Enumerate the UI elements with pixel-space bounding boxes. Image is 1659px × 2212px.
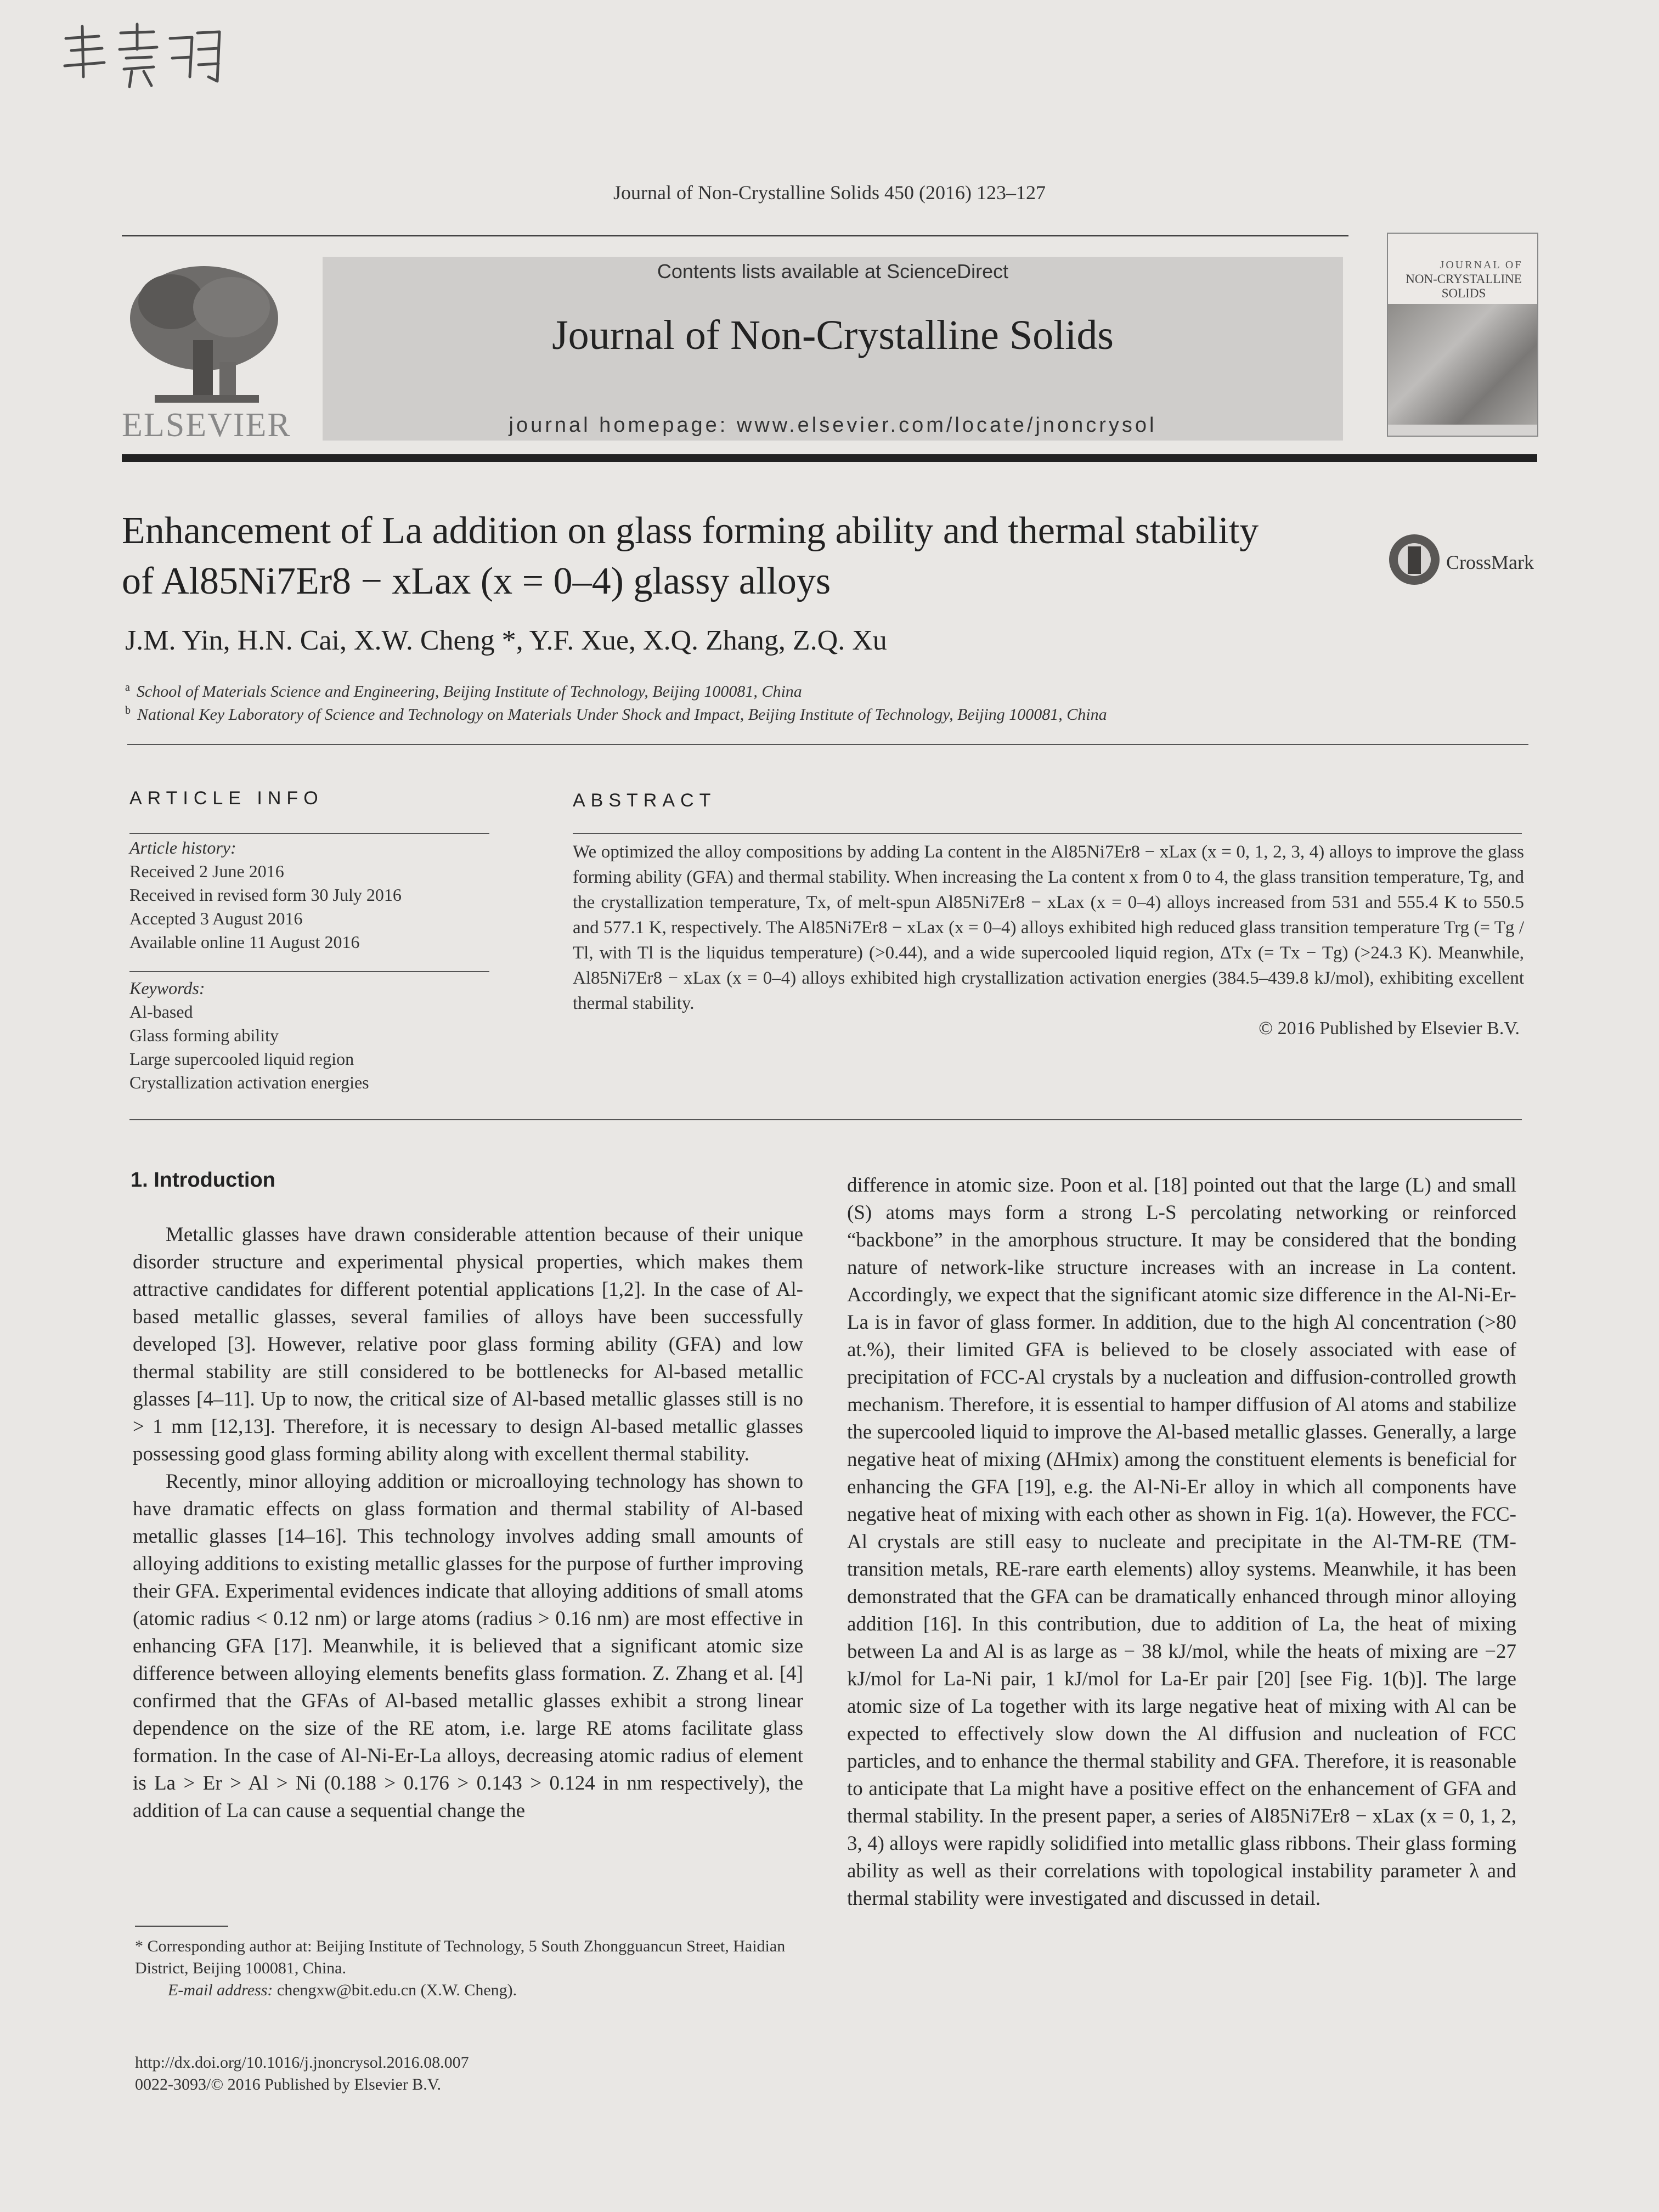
journal-cover [1387,233,1538,437]
cover-image [1388,304,1537,425]
email-label: E-mail address: [168,1981,273,1999]
intro-left-column [133,1221,803,1825]
header-rule [122,235,1348,236]
doi-block [135,2052,805,2096]
banner-bottom-rule [122,454,1537,462]
article-info-heading: ARTICLE INFO [129,788,324,809]
history-received: Received 2 June 2016 [129,861,284,881]
introduction-heading: 1. Introduction [131,1169,275,1192]
keyword-item: Al-based [129,1002,193,1022]
abstract-rule [573,833,1522,834]
affiliation-a [125,681,1442,701]
footnote-rule [135,1926,228,1927]
corresponding-author: * Corresponding author at: Beijing Institute of Technology, 5 South Zhongguancun Street, Haidian District, Beijing 100081, China. [135,1937,786,1977]
history-label: Article history: [129,838,236,857]
history-accepted: Accepted 3 August 2016 [129,909,303,928]
title-line-2: of Al85Ni7Er8 − xLax (x = 0–4) glassy alloys [122,560,831,602]
affiliation-b [125,704,1442,724]
keywords-label: Keywords: [129,978,205,998]
keyword-item: Large supercooled liquid region [129,1049,354,1069]
intro-right-column [847,1172,1516,1912]
intro-paragraph-2: Recently, minor alloying addition or microalloying technology has shown to have dramatic effects on glass formation and thermal stability of Al-based metallic glasses [14–16]. This technology involves adding small amounts of alloying additions to existing metallic glasses for the purpose of further improving their GFA. Experimental evidences indicate that alloying additions of small atoms (atomic radius < 0.12 nm) or large atoms (radius > 0.16 nm) are most effective in enhancing GFA [17]. Meanwhile, it is believed that a significant atomic size difference between alloying elements benefits glass formation. Z. Zhang et al. [4] confirmed that the GFAs of Al-based metallic glasses exhibit a strong linear dependence on the size of the RE atom, i.e. large RE atoms facilitate glass formation. In the case of Al-Ni-Er-La alloys, decreasing atomic radius of element is La > Er > Al > Ni (0.188 > 0.176 > 0.143 > 0.124 in nm respectively), the addition of La can cause a sequential change the [133,1470,803,1822]
corresponding-author-note [135,1936,805,2001]
intro-paragraph-3: difference in atomic size. Poon et al. [18] pointed out that the large (L) and small (S) atoms mays form a strong L-S percolating networking or reinforced “backbone” in the amorphous structure. It may be considered that the bonding nature of network-like structure increases with an increase in La content. Accordingly, we expect that the significant atomic size difference in the Al-Ni-Er-La is in favor of glass former. In addition, due to the high Al concentration (>80 at.%), their limited GFA is believed to be closely associated with ease of precipitation of FCC-Al crystals by a nucleation and diffusion-controlled growth mechanism. Therefore, it is essential to hamper diffusion of Al atoms and stabilize the supercooled liquid to improve the Al-based metallic glasses. Generally, a large negative heat of mixing (ΔHmix) among the constituent elements is beneficial for enhancing the GFA [19], e.g. the Al-Ni-Er alloy in which all components have negative heat of mixing with each other as shown in Fig. 1(a). However, the FCC-Al crystals are still easy to nucleate and precipitate in the Al-TM-RE (TM-transition metals, RE-rare earth elements) alloy systems. Meanwhile, it has been demonstrated that the GFA can be dramatically enhanced through minor alloying addition [16]. In this contribution, due to addition of La, the heat of mixing between La and Al is as large as − 38 kJ/mol, while the heats of mixing are −27 kJ/mol for La-Ni pair, 1 kJ/mol for La-Er pair [20] [see Fig. 1(b)]. The large atomic size of La together with its large negative heat of mixing with Al can be expected to effectively slow down the Al diffusion and nucleation of FCC particles, and to enhance the thermal stability and GFA. Therefore, it is reasonable to anticipate that La might have a positive effect on the enhancement of GFA and thermal stability. In the present paper, a series of Al85Ni7Er8 − xLax (x = 0, 1, 2, 3, 4) alloys were rapidly solidified into metallic glass ribbons. Their glass forming ability as well as their correlations with topological instability parameter λ and thermal stability were investigated and discussed in detail. [847,1174,1516,1910]
issn-copyright: 0022-3093/© 2016 Published by Elsevier B.V. [135,2075,442,2094]
affiliation-mark: a [125,681,130,693]
keyword-item: Glass forming ability [129,1025,279,1045]
crossmark-icon[interactable] [1387,531,1442,588]
affiliation-text: School of Materials Science and Engineering, Beijing Institute of Technology, Beijing 100081, China [136,682,802,701]
title-line-1: Enhancement of La addition on glass forming ability and thermal stability [122,510,1259,552]
intro-paragraph-1: Metallic glasses have drawn considerable attention because of their unique disorder structure and experimental physical properties, which makes them attractive candidates for different potential applications [1,2]. In the case of Al-based metallic glasses, several families of alloys have been successfully developed [3]. However, relative poor glass forming ability (GFA) and low thermal stability are still considered to be bottlenecks for Al-based metallic glasses [4–11]. Up to now, the critical size of Al-based metallic glasses still is no > 1 mm [12,13]. Therefore, it is necessary to design Al-based metallic glasses possessing good glass forming ability along with excellent thermal stability. [133,1223,803,1465]
abstract-heading: ABSTRACT [573,790,716,811]
article-info-rule [129,833,489,834]
journal-title: Journal of Non-Crystalline Solids [552,312,1114,358]
keyword-item: Crystallization activation energies [129,1073,369,1092]
article-title [122,506,1340,607]
affiliation-text: National Key Laboratory of Science and Technology on Materials Under Shock and Impact, Beijing Institute of Technology, Beijing 100081, China [137,706,1107,724]
publisher-logo-text: ELSEVIER [122,407,291,444]
contents-available: Contents lists available at ScienceDirect [657,260,1009,283]
journal-homepage[interactable]: journal homepage: www.elsevier.com/locate/jnoncrysol [509,414,1157,437]
keywords-rule [129,971,489,972]
history-online: Available online 11 August 2016 [129,932,360,952]
abstract-bottom-rule [129,1119,1522,1120]
history-revised: Received in revised form 30 July 2016 [129,885,402,905]
email-address[interactable]: chengxw@bit.edu.cn (X.W. Cheng). [276,1981,517,1999]
doi-link[interactable]: http://dx.doi.org/10.1016/j.jnoncrysol.2016.08.007 [135,2053,469,2072]
affiliation-mark: b [125,704,131,716]
affiliation-rule [127,744,1528,745]
abstract-copyright: © 2016 Published by Elsevier B.V. [1259,1018,1520,1039]
abstract-text: We optimized the alloy compositions by adding La content in the Al85Ni7Er8 − xLax (x = 0, 1, 2, 3, 4) alloys to improve the glass forming ability (GFA) and thermal stability. When increasing the La content x from 0 to 4, the glass transition temperature, Tg, and the crystallization temperature, Tx, of melt-spun Al85Ni7Er8 − xLax (x = 0–4) alloys increased from 531 and 555.4 K to 550.5 and 577.1 K, respectively. The Al85Ni7Er8 − xLax (x = 0–4) alloys exhibited high reduced glass transition temperature Trg (= Tg / Tl, with Tl is the liquidus temperature) (>0.44), and a wide supercooled liquid region, ΔTx (= Tx − Tg) (>24.3 K). Meanwhile, Al85Ni7Er8 − xLax (x = 0–4) alloys exhibited high crystallization activation energies (384.5–439.8 kJ/mol), exhibiting excellent thermal stability. [573,842,1524,1013]
handwritten-signature [55,16,241,93]
cover-label-top: JOURNAL OF [1440,259,1523,271]
author-list: J.M. Yin, H.N. Cai, X.W. Cheng *, Y.F. Xue, X.Q. Zhang, Z.Q. Xu [125,625,887,656]
journal-reference: Journal of Non-Crystalline Solids 450 (2016) 123–127 [613,182,1046,204]
crossmark-label[interactable]: CrossMark [1446,551,1534,573]
cover-label-bottom: NON-CRYSTALLINE SOLIDS [1406,272,1522,300]
